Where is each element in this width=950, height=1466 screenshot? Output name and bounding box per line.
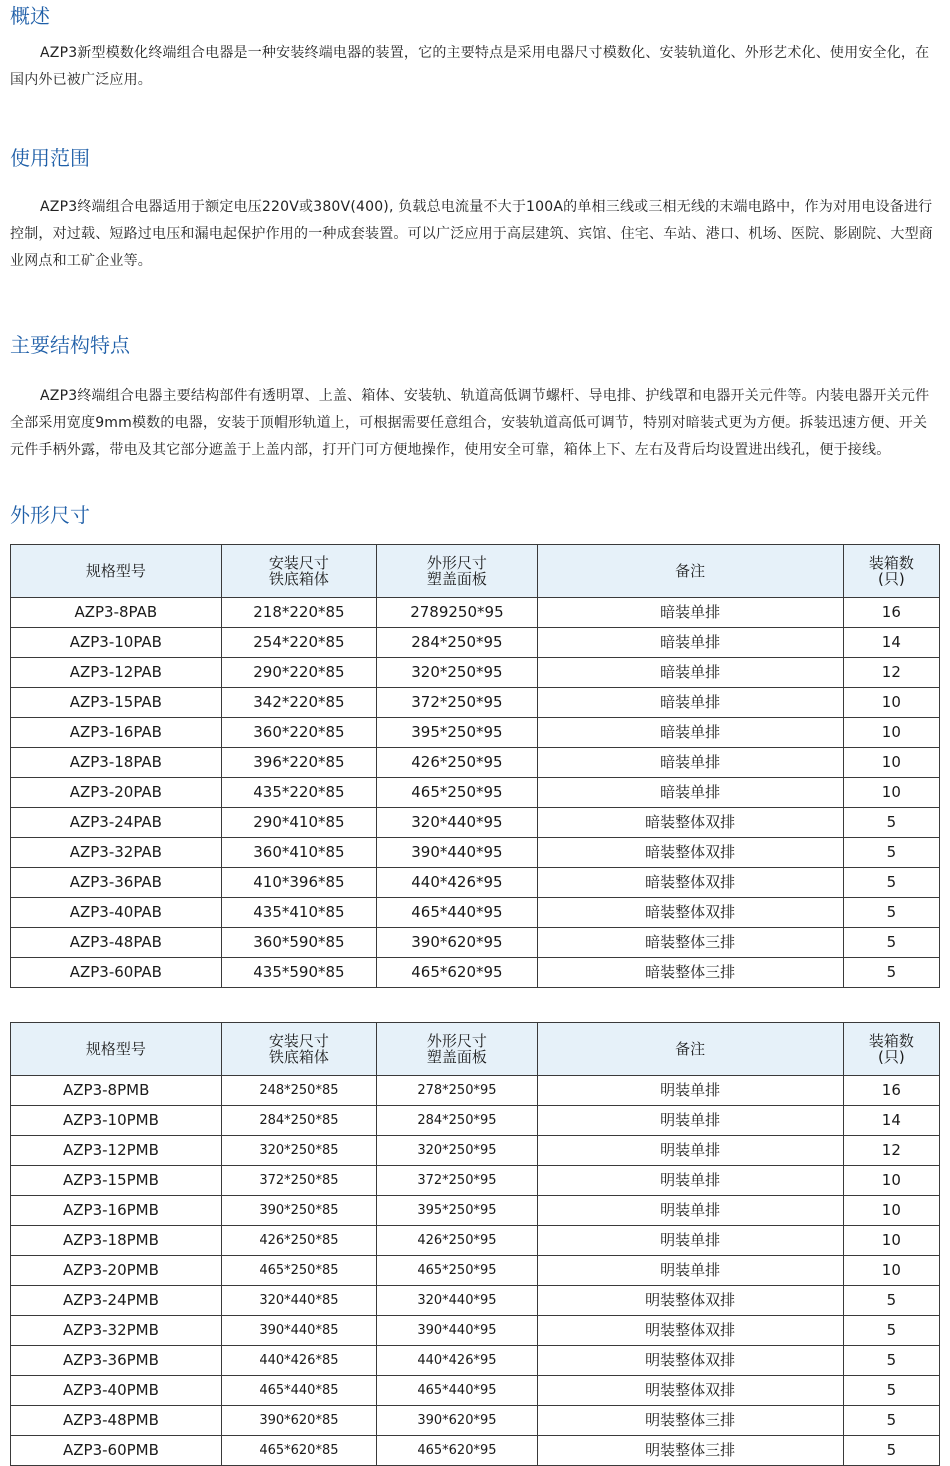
table-row [11,1136,940,1166]
cell-note: 暗装单排 [537,658,843,688]
cell-outer-size: 390*440*95 [377,838,538,868]
cell-install-size: 360*590*85 [221,928,377,958]
cell-note: 明装单排 [537,1136,843,1166]
table-row [11,898,940,928]
cell-outer-size: 320*440*95 [377,808,538,838]
table-row [11,628,940,658]
cell-qty: 10 [843,718,939,748]
cell-install-size: 342*220*85 [221,688,377,718]
cell-install-size: 254*220*85 [221,628,377,658]
header-note: 备注 [537,545,843,598]
header-outer-size: 外形尺寸 塑盖面板 [377,545,538,598]
cell-model: AZP3-16PAB [11,718,222,748]
cell-qty: 5 [843,1286,939,1316]
cell-qty: 10 [843,778,939,808]
cell-install-size: 390*620*85 [221,1406,377,1436]
cell-model: AZP3-48PMB [11,1406,222,1436]
cell-install-size: 290*410*85 [221,808,377,838]
concealed-spec-table [10,544,940,988]
table-row [11,1106,940,1136]
cell-note: 明装整体双排 [537,1316,843,1346]
cell-model: AZP3-8PMB [11,1076,222,1106]
table-row [11,658,940,688]
cell-outer-size: 390*620*95 [377,928,538,958]
cell-model: AZP3-24PMB [11,1286,222,1316]
cell-qty: 5 [843,1376,939,1406]
cell-model: AZP3-15PMB [11,1166,222,1196]
cell-qty: 14 [843,1106,939,1136]
cell-note: 暗装整体双排 [537,808,843,838]
cell-outer-size: 395*250*95 [377,718,538,748]
cell-qty: 5 [843,898,939,928]
cell-install-size: 435*410*85 [221,898,377,928]
cell-model: AZP3-10PAB [11,628,222,658]
cell-install-size: 426*250*85 [221,1226,377,1256]
cell-note: 明装整体三排 [537,1436,843,1466]
cell-model: AZP3-60PMB [11,1436,222,1466]
cell-model: AZP3-18PAB [11,748,222,778]
table-row [11,1256,940,1286]
cell-model: AZP3-12PAB [11,658,222,688]
cell-outer-size: 440*426*95 [377,1346,538,1376]
cell-qty: 10 [843,748,939,778]
cell-install-size: 435*590*85 [221,958,377,988]
cell-note: 暗装整体双排 [537,868,843,898]
cell-install-size: 290*220*85 [221,658,377,688]
cell-model: AZP3-32PMB [11,1316,222,1346]
table-row [11,1376,940,1406]
cell-install-size: 248*250*85 [221,1076,377,1106]
cell-install-size: 465*440*85 [221,1376,377,1406]
cell-install-size: 390*440*85 [221,1316,377,1346]
cell-qty: 5 [843,958,939,988]
table-row [11,808,940,838]
cell-outer-size: 426*250*95 [377,748,538,778]
cell-outer-size: 2789250*95 [377,598,538,628]
cell-qty: 5 [843,928,939,958]
cell-outer-size: 390*620*95 [377,1406,538,1436]
cell-outer-size: 395*250*95 [377,1196,538,1226]
cell-qty: 10 [843,1256,939,1286]
cell-outer-size: 320*440*95 [377,1286,538,1316]
cell-qty: 5 [843,838,939,868]
cell-note: 暗装整体双排 [537,898,843,928]
cell-qty: 5 [843,1436,939,1466]
cell-note: 暗装单排 [537,598,843,628]
table-row [11,1226,940,1256]
table-row [11,1166,940,1196]
cell-qty: 12 [843,658,939,688]
cell-qty: 5 [843,868,939,898]
cell-install-size: 390*250*85 [221,1196,377,1226]
header-install-size: 安装尺寸 铁底箱体 [221,545,377,598]
cell-note: 明装单排 [537,1076,843,1106]
structure-text: AZP3终端组合电器主要结构部件有透明罩、上盖、箱体、安装轨、轨道高低调节螺杆、导电排、护线罩和电器开关元件等。内装电器开关元件全部采用宽度9mm模数的电器，安装于顶帽形轨道上，可根据需要任意组合，安装轨道高低可调节，特别对暗装式更为方便。拆装迅速方便、开关元件手柄外露，带电及其它部分遮盖于上盖内部，打开门可方便地操作，使用安全可靠，箱体上下、左右及背后均设置进出线孔，便于接线。 [10,388,930,458]
cell-model: AZP3-40PAB [11,898,222,928]
cell-outer-size: 465*440*95 [377,1376,538,1406]
table-row [11,778,940,808]
cell-note: 暗装单排 [537,778,843,808]
structure-heading: 主要结构特点 [10,333,130,357]
table-row [11,1346,940,1376]
cell-outer-size: 426*250*95 [377,1226,538,1256]
cell-note: 暗装单排 [537,718,843,748]
cell-install-size: 360*220*85 [221,718,377,748]
header-note: 备注 [537,1023,843,1076]
cell-model: AZP3-60PAB [11,958,222,988]
cell-outer-size: 465*620*95 [377,958,538,988]
surface-spec-table [10,1022,940,1466]
cell-model: AZP3-48PAB [11,928,222,958]
cell-note: 明装整体三排 [537,1406,843,1436]
cell-outer-size: 372*250*95 [377,1166,538,1196]
table-header-row [11,545,940,598]
cell-install-size: 360*410*85 [221,838,377,868]
cell-install-size: 410*396*85 [221,868,377,898]
cell-qty: 5 [843,1346,939,1376]
cell-model: AZP3-36PMB [11,1346,222,1376]
header-outer-size: 外形尺寸 塑盖面板 [377,1023,538,1076]
cell-qty: 5 [843,808,939,838]
cell-install-size: 396*220*85 [221,748,377,778]
cell-qty: 12 [843,1136,939,1166]
header-model: 规格型号 [11,545,222,598]
cell-outer-size: 372*250*95 [377,688,538,718]
cell-install-size: 320*250*85 [221,1136,377,1166]
cell-note: 暗装整体三排 [537,958,843,988]
header-qty: 装箱数 (只) [843,1023,939,1076]
cell-qty: 16 [843,598,939,628]
cell-note: 明装整体双排 [537,1376,843,1406]
cell-install-size: 440*426*85 [221,1346,377,1376]
overview-heading: 概述 [10,4,50,28]
cell-model: AZP3-15PAB [11,688,222,718]
cell-install-size: 435*220*85 [221,778,377,808]
table-row [11,598,940,628]
table-header-row [11,1023,940,1076]
overview-text: AZP3新型模数化终端组合电器是一种安装终端电器的装置，它的主要特点是采用电器尺寸模数化、安装轨道化、外形艺术化、使用安全化，在国内外已被广泛应用。 [10,45,930,88]
cell-qty: 16 [843,1076,939,1106]
table-row [11,868,940,898]
cell-qty: 10 [843,1166,939,1196]
table-row [11,718,940,748]
cell-outer-size: 465*440*95 [377,898,538,928]
cell-note: 暗装整体三排 [537,928,843,958]
cell-qty: 10 [843,1196,939,1226]
table-row [11,748,940,778]
cell-outer-size: 320*250*95 [377,1136,538,1166]
cell-model: AZP3-8PAB [11,598,222,628]
cell-outer-size: 390*440*95 [377,1316,538,1346]
table-row [11,1436,940,1466]
cell-outer-size: 465*250*95 [377,1256,538,1286]
cell-outer-size: 278*250*95 [377,1076,538,1106]
cell-qty: 10 [843,688,939,718]
header-model: 规格型号 [11,1023,222,1076]
cell-model: AZP3-32PAB [11,838,222,868]
table-row [11,1076,940,1106]
cell-install-size: 320*440*85 [221,1286,377,1316]
cell-note: 明装单排 [537,1226,843,1256]
table-row [11,928,940,958]
cell-install-size: 465*620*85 [221,1436,377,1466]
cell-model: AZP3-24PAB [11,808,222,838]
cell-note: 暗装单排 [537,628,843,658]
cell-note: 暗装单排 [537,688,843,718]
scope-heading: 使用范围 [10,146,90,170]
cell-install-size: 218*220*85 [221,598,377,628]
cell-outer-size: 284*250*95 [377,1106,538,1136]
cell-model: AZP3-20PAB [11,778,222,808]
header-install-size: 安装尺寸 铁底箱体 [221,1023,377,1076]
cell-note: 明装整体双排 [537,1286,843,1316]
cell-qty: 14 [843,628,939,658]
cell-model: AZP3-20PMB [11,1256,222,1286]
cell-outer-size: 465*250*95 [377,778,538,808]
table-row [11,1316,940,1346]
cell-install-size: 284*250*85 [221,1106,377,1136]
cell-install-size: 465*250*85 [221,1256,377,1286]
table-row [11,1406,940,1436]
dimensions-heading: 外形尺寸 [10,503,90,527]
cell-model: AZP3-36PAB [11,868,222,898]
table-row [11,1286,940,1316]
cell-outer-size: 440*426*95 [377,868,538,898]
cell-outer-size: 320*250*95 [377,658,538,688]
cell-note: 暗装整体双排 [537,838,843,868]
scope-text: AZP3终端组合电器适用于额定电压220V或380V(400), 负载总电流量不大于100A的单相三线或三相无线的末端电路中，作为对用电设备进行控制，对过载、短路过电压和漏电起保护作用的一种成套装置。可以广泛应用于高层建筑、宾馆、住宅、车站、港口、机场、医院、影剧院、大型商业网点和工矿企业等。 [10,199,933,269]
cell-qty: 5 [843,1316,939,1346]
cell-note: 明装整体双排 [537,1346,843,1376]
cell-note: 暗装单排 [537,748,843,778]
cell-qty: 5 [843,1406,939,1436]
cell-outer-size: 465*620*95 [377,1436,538,1466]
cell-note: 明装单排 [537,1166,843,1196]
cell-outer-size: 284*250*95 [377,628,538,658]
cell-model: AZP3-16PMB [11,1196,222,1226]
header-qty: 装箱数 (只) [843,545,939,598]
cell-qty: 10 [843,1226,939,1256]
table-row [11,1196,940,1226]
table-row [11,688,940,718]
cell-note: 明装单排 [537,1106,843,1136]
cell-model: AZP3-12PMB [11,1136,222,1166]
cell-model: AZP3-40PMB [11,1376,222,1406]
cell-note: 明装单排 [537,1196,843,1226]
cell-model: AZP3-18PMB [11,1226,222,1256]
table-row [11,838,940,868]
cell-model: AZP3-10PMB [11,1106,222,1136]
cell-note: 明装单排 [537,1256,843,1286]
table-row [11,958,940,988]
cell-install-size: 372*250*85 [221,1166,377,1196]
